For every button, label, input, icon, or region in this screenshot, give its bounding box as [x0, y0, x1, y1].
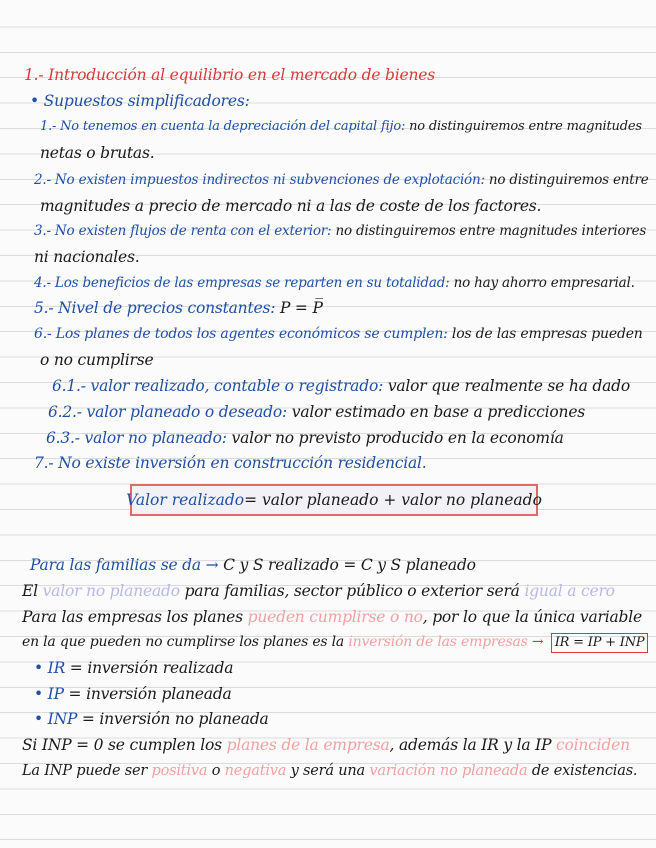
assumption-2-cont: magnitudes a precio de mercado ni a las de coste de los factores.	[40, 197, 542, 215]
sub-item-6-3-label: 6.3.- valor no planeado:	[46, 429, 227, 447]
sub-item-6-1-text: valor que realmente se ha dado	[383, 377, 631, 395]
highlight-pueden-cumplirse: pueden cumplirse o no	[247, 608, 423, 626]
definition-text: = inversión planeada	[63, 685, 232, 703]
paragraph-line-3	[22, 605, 642, 629]
highlight-coinciden: coinciden	[556, 736, 630, 754]
highlight-planes-empresa: planes de la empresa	[226, 736, 390, 754]
highlight-negativa: negativa	[224, 763, 287, 779]
text-segment: y será una	[286, 763, 370, 779]
highlight-igual-a-cero: igual a cero	[524, 582, 615, 600]
text-segment: La INP puede ser	[22, 763, 152, 779]
text-segment: , además la IR y la IP	[389, 736, 557, 754]
highlight-inversion-empresas: inversión de las empresas	[348, 634, 528, 650]
assumption-3	[34, 219, 646, 243]
assumption-2	[34, 168, 649, 192]
assumption-6-label: 6.- Los planes de todos los agentes económicos se cumplen:	[34, 326, 448, 342]
definition-text: = inversión no planeada	[77, 710, 269, 728]
assumption-4-text: no hay ahorro empresarial.	[449, 275, 635, 291]
text-segment: o	[207, 763, 225, 779]
paragraph-line-2	[22, 579, 615, 603]
assumption-3-text: no distinguiremos entre magnitudes interiores	[331, 223, 647, 239]
section-heading: 1.- Introducción al equilibrio en el mercado de bienes	[24, 66, 436, 84]
definition-abbr: • IR	[34, 659, 66, 677]
definition-abbr: • INP	[34, 710, 78, 728]
text-segment: El	[22, 582, 43, 600]
assumption-1-label: 1.- No tenemos en cuenta la depreciación del capital fijo:	[40, 119, 406, 134]
paragraph-line-4	[22, 630, 648, 654]
sub-item-6-1	[52, 374, 630, 398]
sub-item-6-2-label: 6.2.- valor planeado o deseado:	[48, 403, 288, 421]
definition-ir	[34, 656, 233, 680]
assumption-3-label: 3.- No existen flujos de renta con el exterior:	[34, 223, 332, 239]
highlight-valor-no-planeado: valor no planeado	[42, 582, 180, 600]
families-equation: C y S realizado = C y S planeado	[223, 556, 476, 574]
assumption-5-label: 5.- Nivel de precios constantes:	[34, 299, 276, 317]
assumption-6	[34, 322, 643, 346]
families-intro: Para las familias se da →	[30, 556, 224, 574]
assumption-1-text: no distinguiremos entre magnitudes	[405, 119, 642, 134]
assumption-2-text: no distinguiremos entre	[484, 172, 649, 188]
text-segment: de existencias.	[527, 763, 638, 779]
highlight-positiva: positiva	[151, 763, 208, 779]
sub-item-6-2-text: valor estimado en base a predicciones	[287, 403, 586, 421]
sub-item-6-1-label: 6.1.- valor realizado, contable o registrado:	[52, 377, 384, 395]
closing-line-2	[22, 759, 637, 783]
assumption-4-label: 4.- Los beneficios de las empresas se reparten en su totalidad:	[34, 275, 450, 291]
text-segment: en la que pueden no cumplirse los planes es la	[22, 634, 349, 650]
definition-inp	[34, 707, 269, 731]
assumption-5	[34, 296, 323, 320]
assumption-5-text: P = P̅	[275, 299, 323, 317]
sub-item-6-3	[46, 426, 564, 450]
subheading: • Supuestos simplificadores:	[30, 92, 250, 110]
investment-formula-box: IR = IP + INP	[551, 633, 649, 653]
definition-ip	[34, 682, 232, 706]
highlight-variacion: variación no planeada	[369, 763, 528, 779]
equation-left: Valor realizado	[126, 491, 245, 509]
closing-line-1	[22, 733, 630, 757]
assumption-3-cont: ni nacionales.	[34, 248, 140, 266]
sub-item-6-2	[48, 400, 585, 424]
assumption-6-text: los de las empresas pueden	[447, 326, 643, 342]
definition-text: = inversión realizada	[65, 659, 234, 677]
text-segment: Para las empresas los planes	[22, 608, 248, 626]
text-segment: , por lo que la única variable	[422, 608, 642, 626]
equation-right: = valor planeado + valor no planeado	[244, 491, 542, 509]
assumption-4	[34, 271, 635, 295]
definition-abbr: • IP	[34, 685, 64, 703]
arrow-symbol: →	[527, 634, 548, 650]
assumption-1	[40, 115, 642, 139]
families-line	[30, 553, 476, 577]
text-segment: Si INP = 0 se cumplen los	[22, 736, 227, 754]
assumption-2-label: 2.- No existen impuestos indirectos ni subvenciones de explotación:	[34, 172, 485, 188]
assumption-7: 7.- No existe inversión en construcción residencial.	[34, 454, 427, 472]
boxed-equation	[126, 484, 542, 516]
text-segment: para familias, sector público o exterior será	[179, 582, 525, 600]
assumption-1-cont: netas o brutas.	[40, 144, 155, 162]
assumption-6-cont: o no cumplirse	[40, 351, 154, 369]
sub-item-6-3-text: valor no previsto producido en la economía	[226, 429, 564, 447]
